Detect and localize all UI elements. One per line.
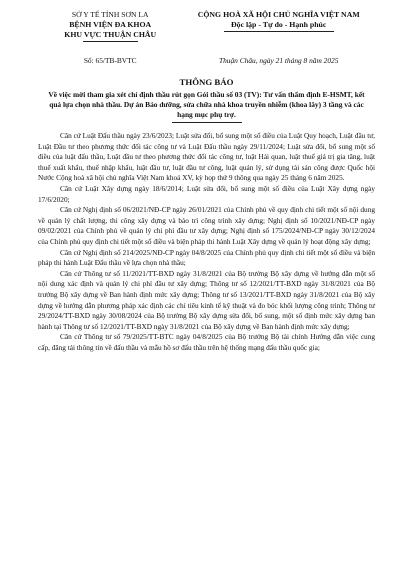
document-number: Số: 65/TB-BVTC <box>83 56 137 65</box>
country-name: CỘNG HOÀ XÃ HỘI CHỦ NGHĨA VIỆT NAM <box>197 10 360 19</box>
national-motto <box>182 10 375 42</box>
body-paragraph: Căn cứ Thông tư số 79/2025/TT-BTC ngày 04/8/2025 của Bộ trưởng Bộ tài chính Hướng dẫn việc cung cấp, đăng tải thông tin về đấu thầu và mẫu hồ sơ đấu thầu trên hệ thống mạng đấu thầu quốc gia; <box>38 332 375 352</box>
document-header <box>38 10 375 42</box>
agency-underline <box>83 41 138 42</box>
place-date: Thuận Châu, ngày 21 tháng 8 năm 2025 <box>218 56 339 65</box>
body-paragraph: Căn cứ Nghị định số 06/2021/NĐ-CP ngày 26/01/2021 của Chính phủ về quy định chi tiết một số nội dung về quản lý chất lượng, thi công xây dựng và bảo trì công trình xây dựng; Nghị định số 10/2021/NĐ-CP ngày 09/02/2021 của Chính phủ về quản lý chi phí đầu tư xây dựng; Nghị định số 175/2024/NĐ-CP ngày 30/12/2024 của Chính phủ quy định chi tiết một số điều và biện pháp thi hành Luật Xây dựng về quản lý hoạt động xây dựng; <box>38 205 375 246</box>
motto-underline <box>224 31 334 32</box>
body-paragraph: Căn cứ Thông tư số 11/2021/TT-BXD ngày 31/8/2021 của Bộ trưởng Bộ xây dựng về hướng dẫn một số nội dung xác định và quản lý chi phí đầu tư xây dựng; Thông tư số 12/2021/TT-BXD ngày 31/8/2021 của Bộ trưởng Bộ xây dựng về Ban hành định mức xây dựng; Thông tư số 13/2021/TT-BXD ngày 31/8/2021 của Bộ xây dựng về hướng dẫn phương pháp xác định các chỉ tiêu kinh tế kỹ thuật và đo bóc khối lượng công trình; Thông tư 29/2024/TT-BXD ngày 30/08/2024 của Bộ trưởng Bộ xây dựng sửa đổi, bổ sung, một số định mức xây dựng ban hành tại Thông tư số 12/2021/TT-BXD ngày 31/8/2021 của Bộ xây dựng về Ban hành định mức xây dựng; <box>38 268 375 331</box>
document-body <box>38 131 375 353</box>
body-paragraph: Căn cứ Nghị định số 214/2025/NĐ-CP ngày 04/8/2025 của Chính phủ quy định chi tiết một số điều và biện pháp thi hành Luật Đấu thầu về lựa chọn nhà thầu; <box>38 247 375 268</box>
motto: Độc lập - Tự do - Hạnh phúc <box>231 20 327 29</box>
document-subject: Về việc mời tham gia xét chỉ định thầu rút gọn Gói thầu số 03 (TV): Tư vấn thẩm định E-HSMT, kết quả lựa chọn nhà thầu. Dự án Bảo dưỡng, sửa chữa nhà khoa truyền nhiễm (khoa lây) 3 tầng và các hạng mục phụ trợ. <box>48 90 365 119</box>
body-paragraph: Căn cứ Luật Đấu thầu ngày 23/6/2023; Luật sửa đổi, bổ sung một số điều của Luật Quy hoạch, Luật đầu tư, Luật Đầu tư theo phương thức đối tác công tư và Luật Đấu thầu ngày 29/11/2024; Luật sửa đổi, bổ sung một số điều của luật đấu thầu, Luật đầu tư theo phương thức đối tác công tư, luật Hải quan, luật thuế giá trị gia tăng, luật thuế xuất khẩu, thuế nhập khẩu, luật đầu tư, luật đầu tư công, luật quản lý, sử dụng tài sản công được Quốc hội Nước Cộng hoà xã hội chủ nghĩa Việt Nam khoá XV, kỳ họp thứ 9 thông qua ngày 25 tháng 6 năm 2025. <box>38 131 375 183</box>
subject-underline <box>172 122 242 123</box>
issuing-agency <box>38 10 182 42</box>
agency-parent: SỞ Y TẾ TỈNH SƠN LA <box>71 10 149 19</box>
agency-name: BỆNH VIỆN ĐA KHOA <box>69 20 152 29</box>
agency-region: KHU VỰC THUẬN CHÂU <box>64 30 157 39</box>
body-paragraph: Căn cứ Luật Xây dựng ngày 18/6/2014; Luật sửa đổi, bổ sung một số điều của Luật Xây dựng ngày 17/6/2020; <box>38 183 375 204</box>
document-meta <box>38 56 375 65</box>
document-title: THÔNG BÁO <box>179 77 234 87</box>
